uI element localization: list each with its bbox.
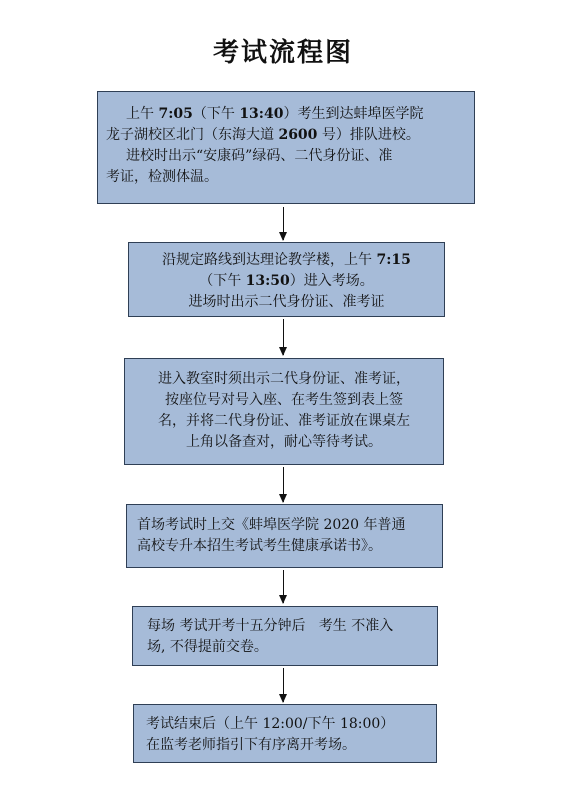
step-5-line-1: 每场 考试开考十五分钟后 考生 不准入 [147,618,394,634]
flow-arrow-5 [283,668,284,702]
step-3-line-2: 按座位号对号入座、在考生签到表上签 [165,392,403,408]
step-box-3 [124,358,444,465]
step-6-line-2: 在监考老师指引下有序离开考场。 [146,737,356,753]
step-2-line-3: 进场时出示二代身份证、准考证 [188,294,385,310]
flow-arrow-4 [283,570,284,603]
step-2-line-1: 沿规定路线到达理论教学楼，上午 7:15 [162,252,411,268]
step-box-6 [133,704,437,763]
step-6-line-1: 考试结束后（上午 12:00/下午 18:00） [146,716,395,732]
step-3-line-3: 名，并将二代身份证、准考证放在课桌左 [158,413,410,429]
diagram-title: 考试流程图 [212,38,353,68]
step-4-line-1: 首场考试时上交《蚌埠医学院 2020 年普通 [137,517,406,533]
step-box-4 [126,504,443,568]
step-1-line-3: 进校时出示“安康码”绿码、二代身份证、准 [126,148,393,164]
flow-arrow-2 [283,319,284,355]
flow-arrow-1 [283,207,284,240]
step-box-1 [97,91,475,204]
step-3-line-4: 上角以备查对，耐心等待考试。 [186,434,382,450]
step-4-line-2: 高校专升本招生考试考生健康承诺书》。 [137,538,382,554]
step-1-line-2: 龙子湖校区北门（东海大道 2600 号）排队进校。 [106,127,420,143]
step-1-line-1: 上午 7:05（下午 13:40）考生到达蚌埠医学院 [126,106,424,122]
step-1-line-4: 考证，检测体温。 [106,169,218,185]
step-5-line-2: 场, 不得提前交卷。 [147,639,268,655]
step-3-line-1: 进入教室时须出示二代身份证、准考证， [158,371,410,387]
flow-arrow-3 [283,467,284,502]
step-box-5 [132,606,438,666]
step-box-2 [128,242,445,317]
step-2-line-2: （下午 13:50）进入考场。 [199,273,374,289]
